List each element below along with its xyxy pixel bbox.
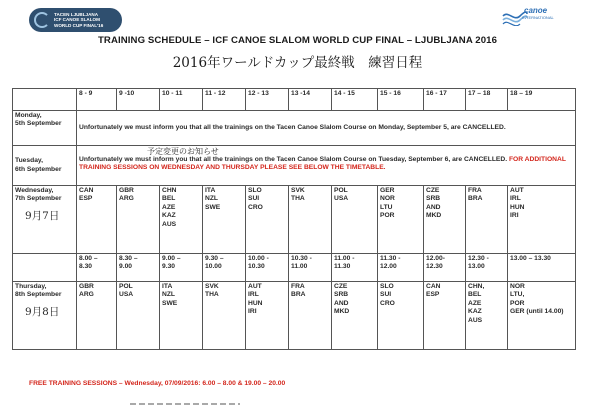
cell-line: POL [119,283,133,290]
cell-line: GER (until 14.00) [510,308,564,316]
cell-line: NZL [162,291,175,299]
time-slot-header [424,254,466,282]
cell-line: CZE [334,283,348,290]
cell-line: SVK [205,283,219,290]
time-header: 13 -14 [289,89,332,111]
cell-line: GBR [79,283,94,290]
cell-line: FRA [291,283,305,290]
slot-cell [77,282,117,350]
icf-logo-subword: INTERNATIONAL [522,15,554,20]
slot-cell [332,186,378,254]
cell-line: HUN [248,299,263,307]
time-header: 8 - 9 [77,89,117,111]
slot-cell [117,282,160,350]
time-slot-header [508,254,576,282]
day-label: Monday, [15,112,42,119]
cell-line: CHN, [468,283,485,290]
cell-line: GER [380,187,395,194]
cell-line: 9.30 [162,263,176,271]
time-slot-header [466,254,508,282]
cell-line: IRL [510,195,521,203]
slot-cell [160,186,203,254]
day-cell-thursday [13,282,77,350]
cell-line: 13.00 [468,263,485,271]
cropped-text-fragment [130,399,240,405]
slot-cell [289,186,332,254]
event-logo [29,8,122,32]
cell-line: ESP [79,195,93,203]
cell-line: AZE [162,203,176,211]
cell-line: BRA [468,195,483,203]
time-header: 10 - 11 [160,89,203,111]
cell-line: 10.00 - [248,255,269,262]
cell-line: CHN [162,187,177,194]
slot-cell [117,186,160,254]
day-date-japanese: 9月7日 [25,209,60,222]
training-schedule-table [12,88,576,350]
cell-line: 11.00 [291,263,308,271]
event-logo-line: TACEN LJUBLJANA [54,11,99,17]
cell-line: CZE [426,187,440,194]
cell-line: SWE [205,203,221,211]
additional-sessions-notice: FOR ADDITIONAL TRAINING SESSIONS ON WEDNESDAY AND THURSDAY PLEASE SEE BELOW THE TIMETABLE. [79,156,566,172]
cell-line: 11.30 [334,263,351,271]
slot-cell [77,186,117,254]
time-header: 14 - 15 [332,89,378,111]
event-logo-line: WORLD CUP FINAL'16 [54,22,104,28]
time-header: 16 - 17 [424,89,466,111]
cell-line: AUT [248,283,262,290]
day-cell-wednesday [13,186,77,254]
header-row [13,89,576,111]
cell-line: 10.30 - [291,255,312,262]
time-slot-header [332,254,378,282]
cell-line: IRL [248,291,259,299]
cell-line: POR [380,212,395,220]
cell-line: MKD [334,308,350,316]
cell-line: GBR [119,187,134,194]
tuesday-cancellation-notice [77,146,576,186]
tuesday-message: Unfortunately we must inform you that all the trainings on the Tacen Canoe Slalom Course on Tuesday, September 6, are CANCELLED. [79,156,508,163]
cell-line: AUT [510,187,524,194]
slot-cell [203,282,246,350]
cell-line: CRO [248,203,263,211]
day-cell-monday [13,111,77,146]
slot-cell [378,186,424,254]
cell-line: NZL [205,195,218,203]
cell-line: USA [334,195,349,203]
cell-line: 12.00- [426,255,445,262]
day-date: 6th September [15,165,62,173]
slot-cell [424,282,466,350]
day-date: 5th September [15,120,62,128]
time-slot-header [203,254,246,282]
cell-line: POL [334,187,348,194]
cell-line: 9.30 – [205,255,224,262]
cell-line: BEL [162,195,176,203]
slot-cell [508,186,576,254]
free-training-sessions-note: FREE TRAINING SESSIONS – Wednesday, 07/09/2016: 6.00 – 8.00 & 19.00 – 20.00 [29,380,286,387]
cell-line: 13.00 – 13.30 [510,255,551,262]
slot-cell [424,186,466,254]
cell-line: LTU, [510,291,525,299]
cell-line: ESP [426,291,440,299]
cell-line: 9.00 – [162,255,181,262]
cell-line: HUN [510,203,525,211]
slot-cell [203,186,246,254]
slot-cell [466,282,508,350]
cell-line: SVK [291,187,305,194]
time-slot-header [289,254,332,282]
slot-cell [332,282,378,350]
time-slot-header [246,254,289,282]
icf-logo-word: canoe [524,6,548,15]
time-header: 15 - 16 [378,89,424,111]
cell-line: 11.30 - [380,255,401,262]
day-date: 7th September [15,195,62,203]
slot-cell [508,282,576,350]
cell-line: 10.00 [205,263,222,271]
cell-line: SWE [162,299,178,307]
cell-line: NOR [510,283,525,290]
thursday-row [13,282,576,350]
day-date-japanese: 9月8日 [25,305,60,318]
cell-line: 10.30 [248,263,265,271]
cell-line: BEL [468,291,482,299]
cell-line: MKD [426,212,442,220]
cell-line: CRO [380,299,395,307]
thursday-times-row [13,254,576,282]
event-logo-text [54,12,103,29]
cell-line: KAZ [468,308,482,316]
cell-line: 11.00 - [334,255,355,262]
cell-line: POR [510,299,525,307]
cell-line: SRB [426,195,441,203]
cell-line: SLO [248,187,262,194]
slot-cell [466,186,508,254]
icf-logo [500,4,552,32]
corner-cell [13,254,77,282]
time-header: 11 - 12 [203,89,246,111]
monday-row [13,111,576,146]
time-header: 12 - 13 [246,89,289,111]
cell-line: THA [291,195,305,203]
cell-line: CAN [79,187,94,194]
cell-line: FRA [468,187,482,194]
swirl-icon [34,12,50,28]
day-cell-tuesday [13,146,77,186]
schedule-change-notice-jp: 予定変更のお知らせ [147,147,219,156]
cell-line: CAN [426,283,441,290]
cell-line: ITA [162,283,173,290]
time-slot-header [117,254,160,282]
tuesday-row [13,146,576,186]
slot-cell [246,282,289,350]
cell-line: SLO [380,283,394,290]
cell-line: 12.00 [380,263,397,271]
cell-line: ITA [205,187,216,194]
day-label: Thursday, [15,283,47,290]
cell-line: BRA [291,291,306,299]
page-subtitle-japanese: 2016年ワールドカップ最終戦 練習日程 [172,55,423,71]
cell-line: THA [205,291,219,299]
time-header: 9 -10 [117,89,160,111]
day-date: 8th September [15,291,62,299]
cell-line: LTU [380,203,393,211]
time-slot-header [160,254,203,282]
slot-cell [289,282,332,350]
cell-line: AND [426,203,441,211]
cell-line: 12.30 - [468,255,489,262]
cell-line: SRB [334,291,349,299]
slot-cell [160,282,203,350]
cell-line: NOR [380,195,395,203]
time-slot-header [378,254,424,282]
cell-line: 8.30 [79,263,93,271]
cell-line: 8.30 – [119,255,138,262]
cell-line: USA [119,291,134,299]
day-label: Wednesday, [15,187,54,194]
time-slot-header [77,254,117,282]
slot-cell [246,186,289,254]
day-label: Tuesday, [15,157,43,165]
cell-line: ARG [119,195,134,203]
cell-line: ARG [79,291,94,299]
monday-cancellation-notice: Unfortunately we must inform you that all the trainings on the Tacen Canoe Slalom Course on Monday, September 5, are CANCELLED. [77,111,576,146]
cell-line: KAZ [162,212,176,220]
corner-cell [13,89,77,111]
cell-line: AUS [468,316,483,324]
cell-line: AND [334,299,349,307]
cell-line: AUS [162,220,177,228]
event-logo-line: ICF CANOE SLALOM [54,17,100,23]
slot-cell [378,282,424,350]
cell-line: 9.00 [119,263,133,271]
cell-line: 12.30 [426,263,443,271]
cell-line: AZE [468,299,482,307]
page-title: TRAINING SCHEDULE – ICF CANOE SLALOM WORLD CUP FINAL – LJUBLJANA 2016 [97,35,498,46]
wednesday-row [13,186,576,254]
cell-line: 8.00 – [79,255,98,262]
cell-line: SUI [248,195,260,203]
time-header: 18 – 19 [508,89,576,111]
cell-line: IRI [510,212,519,220]
cell-line: SUI [380,291,392,299]
cell-line: IRI [248,308,257,316]
time-header: 17 – 18 [466,89,508,111]
